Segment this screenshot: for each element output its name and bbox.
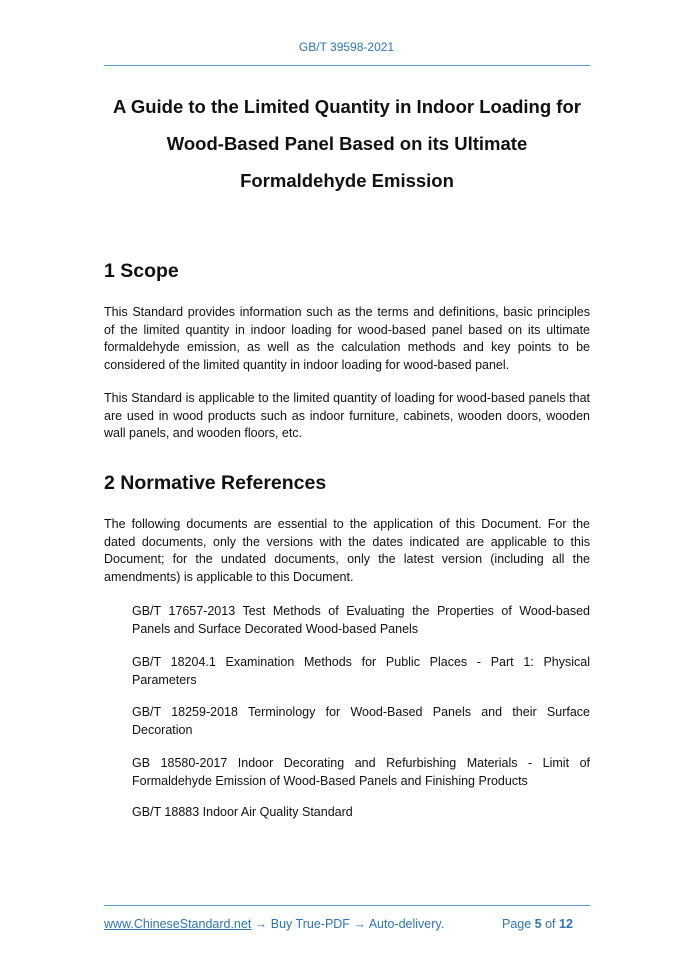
- title-line-1: A Guide to the Limited Quantity in Indoor Loading for: [113, 96, 581, 117]
- page-label: Page: [502, 917, 535, 931]
- references-intro-paragraph: The following documents are essential to the application of this Document. For the dated documents, only the versions with the dates indicated are applicable to this Document; for the undated documents, only the latest version (including all the amendments) is applicable to this Document.: [104, 517, 590, 584]
- reference-item: GB/T 18204.1 Examination Methods for Public Places - Part 1: Physical Parameters: [132, 655, 590, 687]
- reference-item: GB/T 17657-2013 Test Methods of Evaluating the Properties of Wood-based Panels and Surface Decorated Wood-based Panels: [132, 604, 590, 636]
- scope-paragraph-2: This Standard is applicable to the limited quantity of loading for wood-based panels that are used in wood products such as indoor furniture, cabinets, wooden doors, wooden wall panels, and wooden floors, etc.: [104, 391, 590, 440]
- reference-item: GB 18580-2017 Indoor Decorating and Refurbishing Materials - Limit of Formaldehyde Emission of Wood-Based Panels and Finishing Products: [132, 756, 590, 788]
- page-of-label: of: [541, 917, 559, 931]
- current-page-number: 5: [534, 917, 542, 931]
- title-line-3: Formaldehyde Emission: [240, 170, 454, 191]
- footer-promo-text: → Buy True-PDF → Auto-delivery.: [251, 917, 445, 931]
- title-line-2: Wood-Based Panel Based on its Ultimate: [166, 133, 528, 154]
- reference-item: GB/T 18259-2018 Terminology for Wood-Based Panels and their Surface Decoration: [132, 705, 590, 737]
- reference-item: GB/T 18883 Indoor Air Quality Standard: [132, 805, 353, 819]
- header-divider: [104, 65, 590, 66]
- footer-divider: [104, 905, 590, 906]
- page-indicator: [502, 917, 573, 931]
- document-title: [104, 88, 590, 199]
- section-heading-scope: 1 Scope: [104, 260, 179, 282]
- section-heading-normative-references: 2 Normative References: [104, 472, 327, 494]
- document-code-header: GB/T 39598-2021: [298, 40, 395, 54]
- scope-paragraph-1: This Standard provides information such as the terms and definitions, basic principles of the limited quantity in indoor loading for wood-based panel based on its ultimate formaldehyde emission, as well as the calculation methods and key points to be considered of the limited quantity in indoor loading for wood-based panel.: [104, 305, 590, 372]
- chinesestandard-link[interactable]: www.ChineseStandard.net: [104, 917, 252, 931]
- total-pages-number: 12: [559, 917, 573, 931]
- footer-promo: [104, 917, 444, 931]
